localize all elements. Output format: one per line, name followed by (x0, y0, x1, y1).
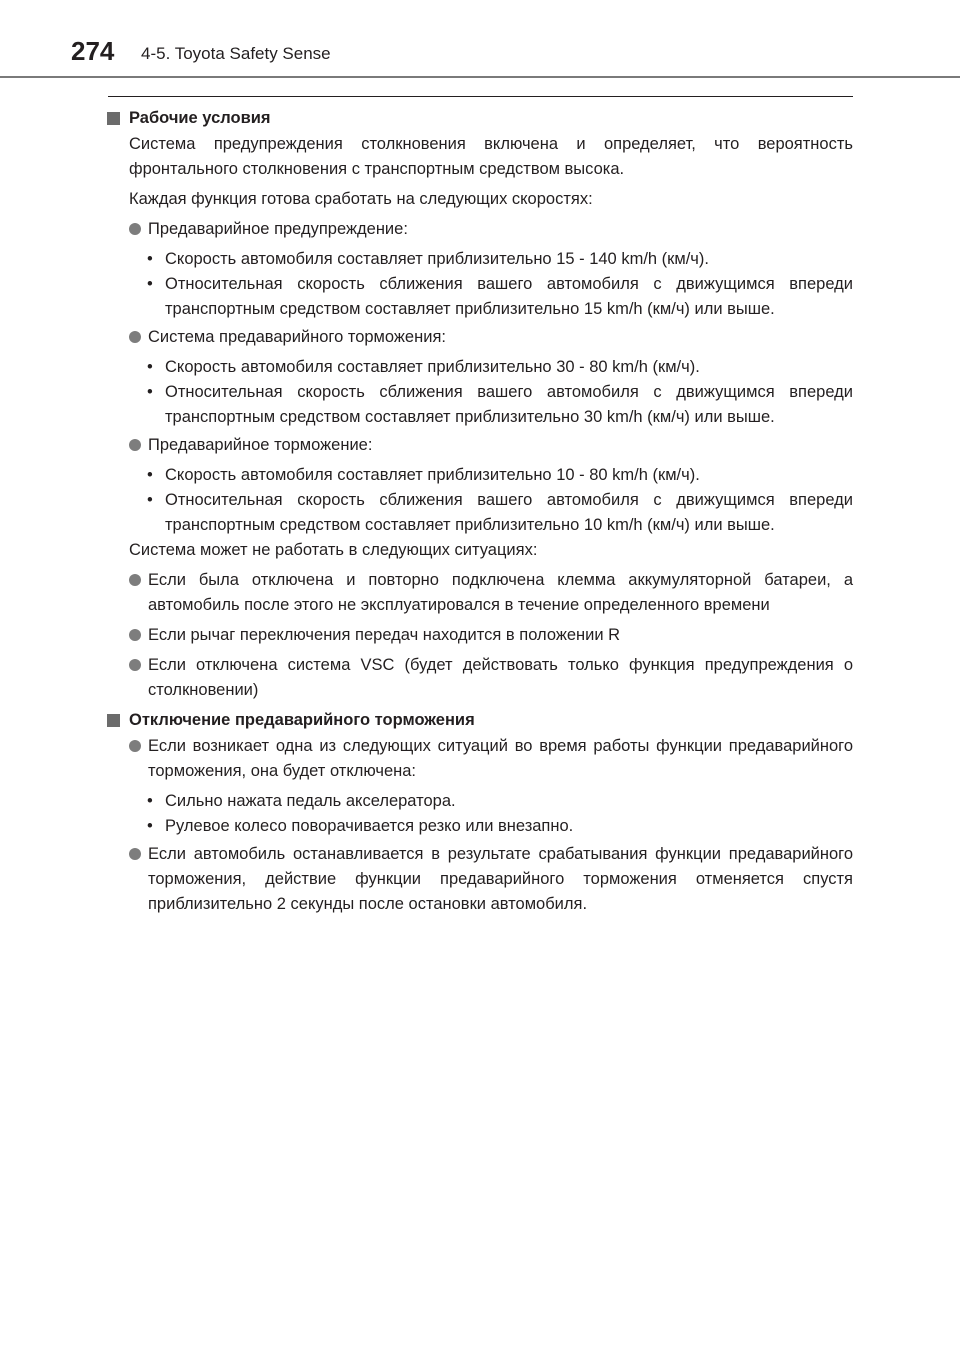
list-item (129, 433, 853, 458)
item-text: Система предаварийного торможения: (148, 328, 446, 346)
section-heading-operating-conditions (107, 106, 853, 131)
bullet-glyph: • (147, 491, 153, 509)
circle-bullet-icon (129, 439, 141, 451)
list-item (129, 623, 853, 648)
bullet-glyph: • (147, 358, 153, 376)
circle-bullet-icon (129, 331, 141, 343)
sub-item-text: Сильно нажата педаль акселератора. (165, 792, 456, 810)
bullet-glyph: • (147, 275, 153, 293)
bullet-glyph: • (147, 383, 153, 401)
sub-item-text: Рулевое колесо поворачивается резко или внезапно. (165, 817, 574, 835)
heading-text: Рабочие условия (129, 109, 271, 127)
sub-list-item (147, 380, 853, 430)
list-item (129, 842, 853, 917)
sub-list (107, 789, 853, 839)
item-text: Если была отключена и повторно подключена клемма аккумуляторной батареи, а автомобиль после этого не эксплуатировался в течение определенного времени (148, 571, 853, 614)
section-title: 4-5. Toyota Safety Sense (141, 44, 331, 63)
item-text: Предаварийное предупреждение: (148, 220, 408, 238)
circle-bullet-icon (129, 848, 141, 860)
sub-list (107, 247, 853, 322)
sub-item-text: Скорость автомобиля составляет приблизительно 15 - 140 km/h (км/ч). (165, 250, 709, 268)
page-header (0, 0, 960, 80)
sub-item-text: Скорость автомобиля составляет приблизительно 30 - 80 km/h (км/ч). (165, 358, 700, 376)
list-item (129, 734, 853, 784)
bullet-glyph: • (147, 466, 153, 484)
heading-text: Отключение предаварийного торможения (129, 711, 475, 729)
page-content (107, 106, 853, 922)
circle-bullet-icon (129, 659, 141, 671)
page-number: 274 (71, 36, 115, 66)
paragraph: Система предупреждения столкновения включена и определяет, что вероятность фронтального столкновения с транспортным средством высока. (129, 135, 853, 178)
item-text: Если возникает одна из следующих ситуаций во время работы функции предаварийного торможения, она будет отключена: (148, 737, 853, 780)
paragraph: Каждая функция готова сработать на следующих скоростях: (129, 190, 593, 208)
content-top-divider (108, 96, 853, 97)
sub-list-item (147, 789, 853, 814)
item-text: Если рычаг переключения передач находится в положении R (148, 626, 621, 644)
sub-list-item (147, 247, 853, 272)
circle-bullet-icon (129, 740, 141, 752)
sub-item-text: Относительная скорость сближения вашего автомобиля с движущимся впереди транспортным средством составляет приблизительно 10 km/h (км/ч) или выше. (165, 491, 853, 534)
sub-list (107, 355, 853, 430)
list-item (129, 653, 853, 703)
header-divider (0, 76, 960, 78)
square-bullet-icon (107, 112, 120, 125)
sub-item-text: Относительная скорость сближения вашего автомобиля с движущимся впереди транспортным средством составляет приблизительно 15 km/h (км/ч) или выше. (165, 275, 853, 318)
paragraph: Система может не работать в следующих ситуациях: (129, 541, 538, 559)
circle-bullet-icon (129, 629, 141, 641)
item-text: Если отключена система VSC (будет действовать только функция предупреждения о столкновении) (148, 656, 853, 699)
list-item (129, 325, 853, 350)
sub-list-item (147, 814, 853, 839)
list-item (129, 568, 853, 618)
sub-list-item (147, 272, 853, 322)
sub-item-text: Относительная скорость сближения вашего автомобиля с движущимся впереди транспортным средством составляет приблизительно 30 km/h (км/ч) или выше. (165, 383, 853, 426)
bullet-glyph: • (147, 817, 153, 835)
sub-list-item (147, 488, 853, 538)
sub-list (107, 463, 853, 538)
section-heading-cancel-braking (107, 708, 853, 733)
bullet-glyph: • (147, 250, 153, 268)
circle-bullet-icon (129, 223, 141, 235)
item-text: Если автомобиль останавливается в результате срабатывания функции предаварийного торможения, действие функции предаварийного торможения отменяется спустя приблизительно 2 секунды после остановки автомобиля. (148, 845, 853, 913)
sub-item-text: Скорость автомобиля составляет приблизительно 10 - 80 km/h (км/ч). (165, 466, 700, 484)
item-text: Предаварийное торможение: (148, 436, 373, 454)
circle-bullet-icon (129, 574, 141, 586)
sub-list-item (147, 463, 853, 488)
square-bullet-icon (107, 714, 120, 727)
sub-list-item (147, 355, 853, 380)
bullet-glyph: • (147, 792, 153, 810)
list-item (129, 217, 853, 242)
